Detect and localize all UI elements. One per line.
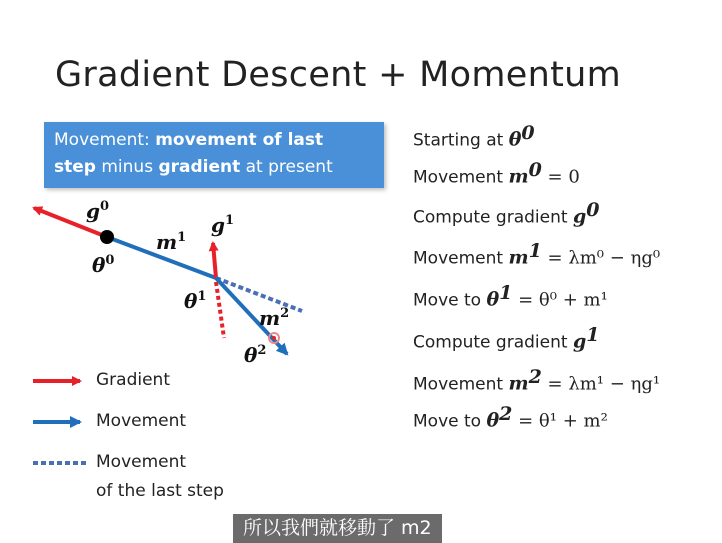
label-m2: $m^2$ (259, 306, 290, 330)
banner-text-2: minus (95, 157, 159, 177)
banner-bold-3: gradient (158, 157, 241, 177)
cursor-dot (272, 336, 276, 340)
label-theta0: $\theta^0$ (92, 253, 115, 277)
label-g1: $g^1$ (211, 213, 235, 237)
step-6: Compute gradient $g^1$ (413, 324, 600, 353)
legend-movement-label: Movement (96, 411, 187, 431)
label-theta1: $\theta^1$ (184, 289, 207, 313)
step-2: Movement $m^0 = 0$ (413, 159, 580, 188)
label-m1: $m^1$ (156, 230, 187, 254)
slide-title: Gradient Descent + Momentum (55, 55, 621, 95)
banner-text-1: Movement: (54, 130, 156, 150)
step-1: Starting at $\theta^0$ (413, 122, 535, 151)
label-g0: $g^0$ (86, 199, 110, 223)
banner-text-3: at present (240, 157, 333, 177)
label-theta2: $\theta^2$ (244, 343, 267, 367)
legend-last-step-label-2: of the last step (96, 481, 224, 501)
step-4: Movement $m^1 = \lambda m^0 - \eta g^0$ (413, 240, 661, 269)
step-8: Move to $\theta^2 = \theta^1 + m^2$ (413, 403, 608, 432)
legend-last-step-label-1: Movement (96, 452, 187, 472)
step-3: Compute gradient $g^0$ (413, 199, 600, 228)
step-7: Movement $m^2 = \lambda m^1 - \eta g^1$ (413, 366, 661, 395)
video-subtitle: 所以我們就移動了 m2 (233, 514, 442, 543)
banner-bold-1: movement of last (155, 130, 324, 150)
legend-gradient-label: Gradient (96, 370, 170, 390)
banner-bold-2: step (54, 157, 96, 177)
gradient-arrow-g1 (213, 243, 216, 278)
step-5: Move to $\theta^1 = \theta^0 + m^1$ (413, 282, 608, 311)
negative-gradient-dotted (216, 282, 224, 338)
theta0-point (100, 230, 114, 244)
